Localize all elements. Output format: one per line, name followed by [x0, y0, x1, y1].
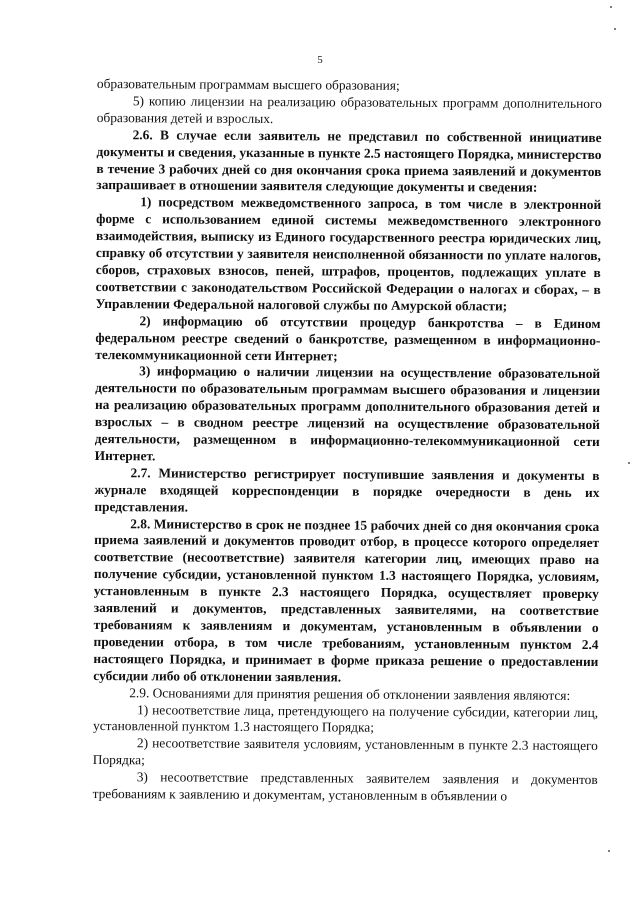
- paragraph: 3) несоответствие представленных заявителем заявления и документов требованиям к заявлению и документам, установленным в объявлении о: [92, 769, 598, 804]
- paragraph: 3) информацию о наличии лицензии на осуществление образовательной деятельности по образовательным программам высшего образования и лицензии на реализацию образовательных программ дополнительного образования детей и взрослых – в сводном реестре лицензий на осуществление образовательной деятельности, размещенном в информационно-телекоммуникационной сети Интернет.: [94, 363, 601, 464]
- scan-speck: [614, 28, 616, 30]
- paragraph: 2.7. Министерство регистрирует поступившие заявления и документы в журнале входящей корреспонденции в порядке очередности в день их представления.: [94, 465, 600, 515]
- paragraph: 2) информацию об отсутствии процедур банкротства – в Едином федеральном реестре сведений о банкротстве, размещенном в информационно-телекоммуникационной сети Интернет;: [95, 312, 601, 363]
- paragraph: 1) посредством межведомственного запроса, в том числе в электронной форме с использованием единой системы межведомственного электронного взаимодействия, выписку из Единого государственного реестра юридических лиц, справку об отсутствии у заявителя неисполненной обязанности по уплате налогов, сборов, страховых взносов, пеней, штрафов, процентов, подлежащих уплате в соответствии с законодательством Российской Федерации о налогах и сборах, – в Управлении Федеральной налоговой службы по Амурской области;: [95, 194, 602, 314]
- scan-speck: [628, 462, 630, 464]
- page-number: 5: [317, 54, 323, 66]
- paragraph: 5) копию лицензии на реализацию образовательных программ дополнительного образования детей и взрослых.: [96, 93, 602, 126]
- paragraph: 2.9. Основаниями для принятия решения об отклонении заявления являются:: [129, 684, 571, 703]
- paragraph: образовательным программам высшего образования;: [96, 76, 400, 93]
- scan-speck: [608, 850, 610, 852]
- document-body: [93, 76, 602, 806]
- paragraph: 2) несоответствие заявителя условиям, установленным в пункте 2.3 настоящего Порядка;: [92, 735, 598, 768]
- paragraph: 2.6. В случае если заявитель не представил по собственной инициативе документы и сведения, указанные в пункте 2.5 настоящего Порядка, министерство в течение 3 рабочих дней со дня окончания срока приема заявлений и документов запрашивает в отношении заявителя следующие документы и сведения:: [96, 126, 602, 196]
- paragraph: 1) несоответствие лица, претендующего на получение субсидии, категории лиц, установленной пунктом 1.3 настоящего Порядка;: [92, 701, 599, 736]
- paragraph: 2.8. Министерство в срок не позднее 15 рабочих дней со дня окончания срока приема заявлений и документов проводит отбор, в процессе которого определяет соответствие (несоответствие) заявителя категории лиц, имеющих право на получение субсидии, установленной пунктом 1.3 настоящего Порядка, условиям, установленным в пункте 2.3 настоящего Порядка, осуществляет проверку заявлений и документов, представленных заявителями, на соответствие требованиям к заявлениям и документам, установленным в объявлении о проведении отбора, в том числе требованиям, установленным пунктом 2.4 настоящего Порядка, и принимает в форме приказа решение о предоставлении субсидии либо об отклонении заявления.: [93, 515, 600, 685]
- scan-speck: [610, 6, 612, 8]
